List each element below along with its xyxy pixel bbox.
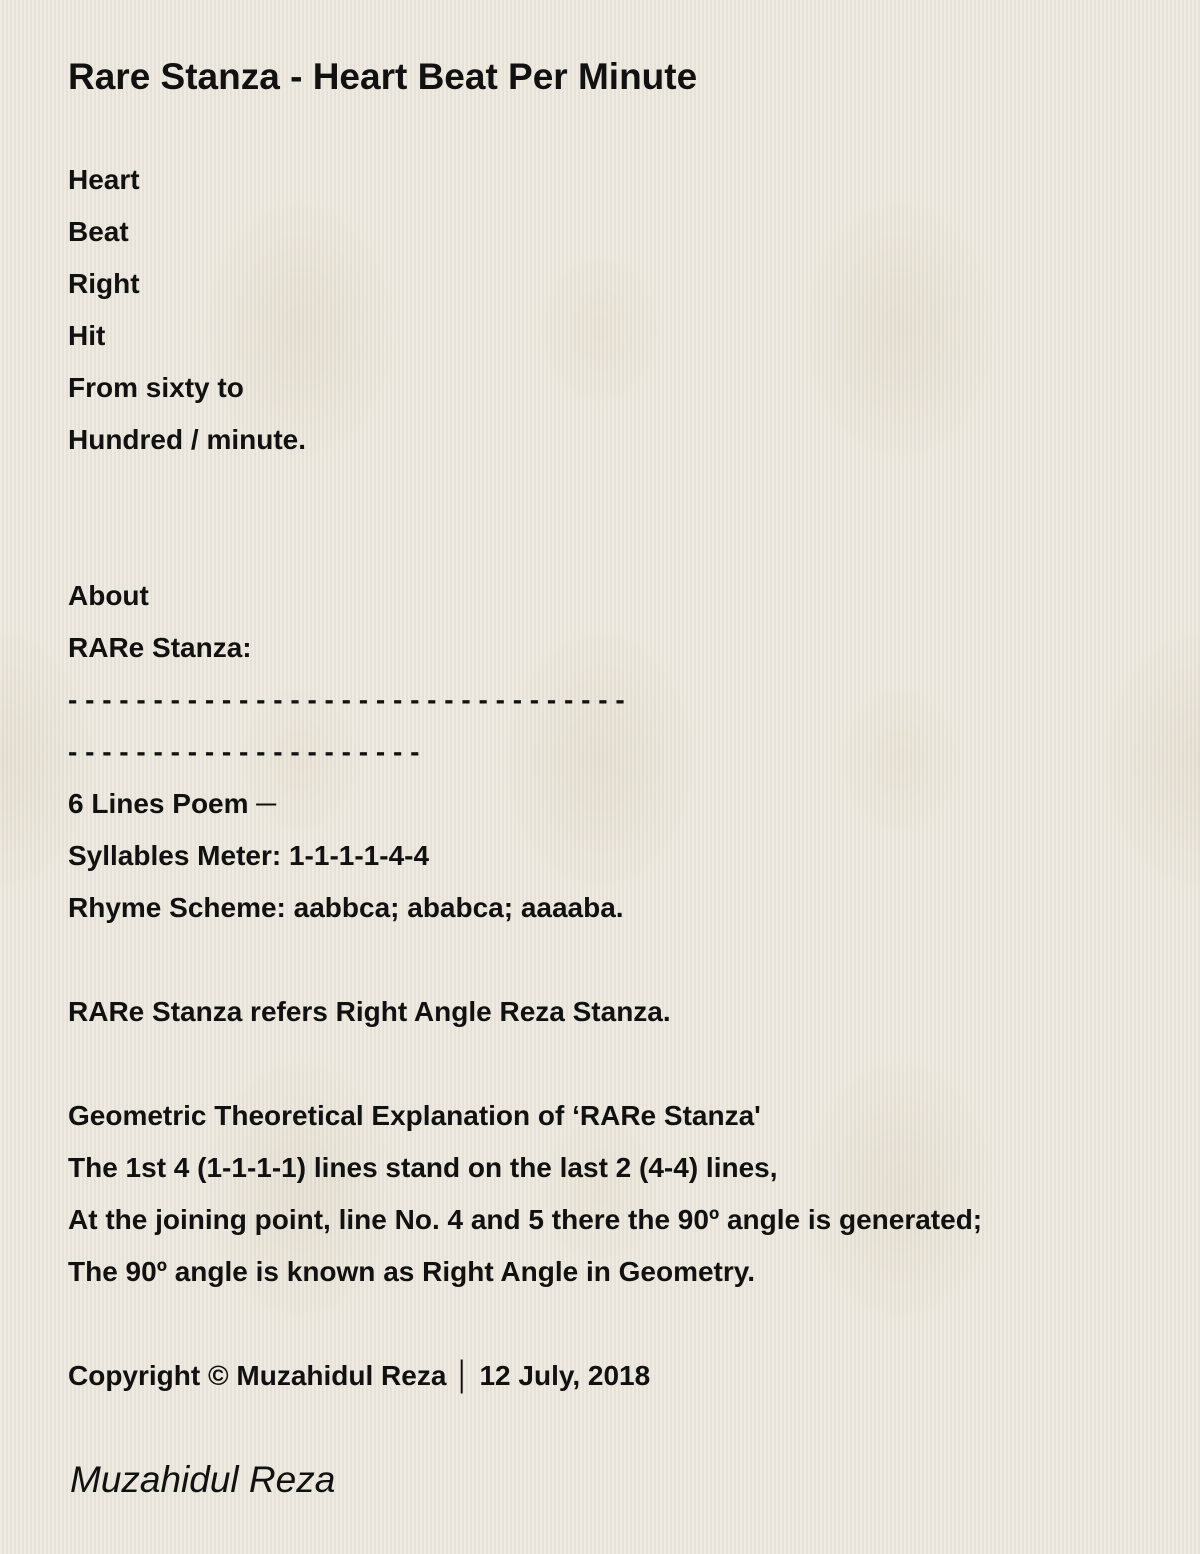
dash-divider: - - - - - - - - - - - - - - - - - - - - - - - - - - - - - - - - - bbox=[68, 684, 625, 715]
about-heading: About bbox=[68, 580, 149, 611]
spacer bbox=[68, 934, 1178, 986]
geometry-heading: Geometric Theoretical Explanation of ‘RARe Stanza' bbox=[68, 1100, 761, 1131]
spacer bbox=[68, 518, 1178, 570]
author-signature: Muzahidul Reza bbox=[70, 1459, 336, 1500]
syllables-meter: Syllables Meter: 1-1-1-1-4-4 bbox=[68, 840, 430, 871]
rhyme-scheme: Rhyme Scheme: aabbca; ababca; aaaaba. bbox=[68, 892, 624, 923]
poem-line: Right bbox=[68, 268, 140, 299]
poem-line: Heart bbox=[68, 164, 140, 195]
dash-divider: - - - - - - - - - - - - - - - - - - - - - bbox=[68, 736, 420, 767]
poem-body bbox=[68, 154, 1178, 1402]
poem-line: Hundred / minute. bbox=[68, 424, 306, 455]
poem-title: Rare Stanza - Heart Beat Per Minute bbox=[68, 56, 698, 97]
poem-line: Hit bbox=[68, 320, 106, 351]
geometry-line: The 90º angle is known as Right Angle in Geometry. bbox=[68, 1256, 756, 1287]
copyright-line: Copyright © Muzahidul Reza │ 12 July, 2018 bbox=[68, 1360, 651, 1391]
poem-page bbox=[68, 52, 1178, 1402]
geometry-line: At the joining point, line No. 4 and 5 there the 90º angle is generated; bbox=[68, 1204, 983, 1235]
spacer bbox=[68, 1298, 1178, 1350]
form-description: 6 Lines Poem ─ bbox=[68, 788, 277, 819]
about-subheading: RARe Stanza: bbox=[68, 632, 252, 663]
poem-line: Beat bbox=[68, 216, 129, 247]
geometry-line: The 1st 4 (1-1-1-1) lines stand on the last 2 (4-4) lines, bbox=[68, 1152, 778, 1183]
spacer bbox=[68, 466, 1178, 518]
poem-line: From sixty to bbox=[68, 372, 244, 403]
stanza-definition: RARe Stanza refers Right Angle Reza Stanza. bbox=[68, 996, 671, 1027]
spacer bbox=[68, 1038, 1178, 1090]
